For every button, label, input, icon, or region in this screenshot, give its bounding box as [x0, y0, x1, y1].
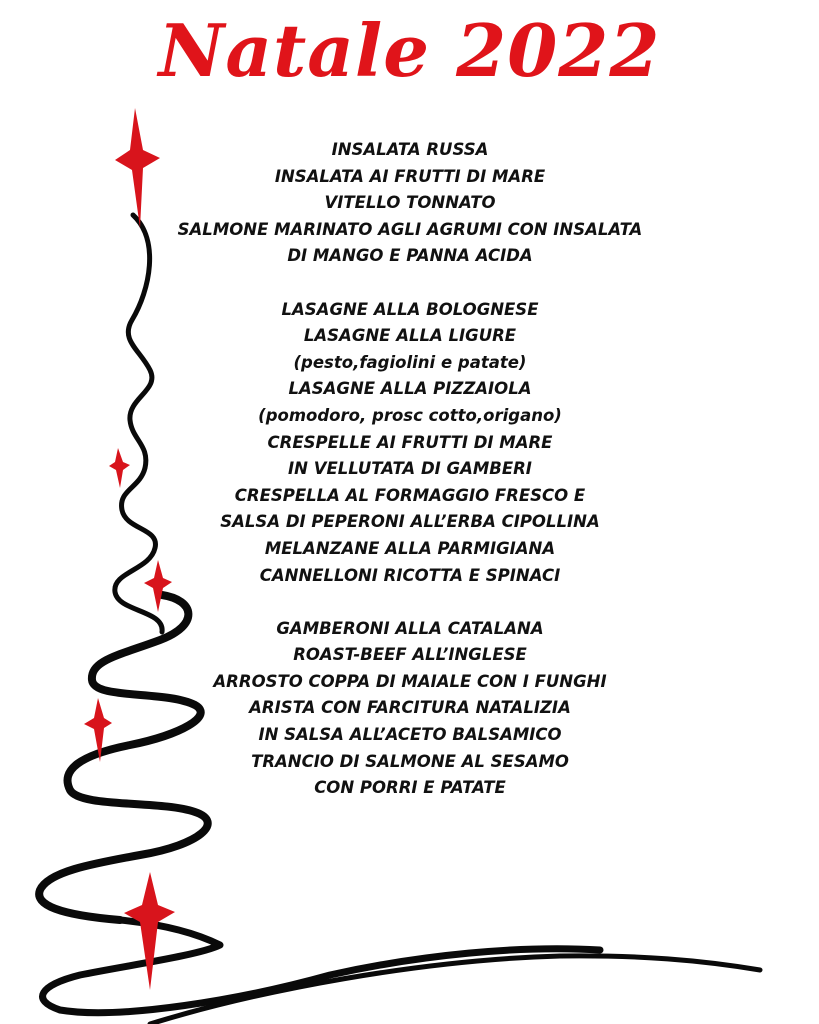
menu-item: LASAGNE ALLA PIZZAIOLA — [288, 379, 532, 399]
menu-item: ARISTA CON FARCITURA NATALIZIA — [249, 698, 571, 718]
menu-list — [150, 137, 670, 802]
menu-item: ROAST-BEEF ALL’INGLESE — [293, 645, 527, 665]
menu-item: SALSA DI PEPERONI ALL’ERBA CIPOLLINA — [220, 512, 600, 532]
menu-item: LASAGNE ALLA BOLOGNESE — [281, 299, 539, 319]
menu-item: GAMBERONI ALLA CATALANA — [276, 618, 544, 638]
menu-item: LASAGNE ALLA LIGURE — [303, 326, 517, 346]
menu-item: (pesto,fagiolini e patate) — [293, 352, 527, 372]
menu-section — [150, 137, 670, 270]
menu-item: TRANCIO DI SALMONE AL SESAMO — [251, 751, 569, 771]
menu-section — [150, 616, 670, 802]
menu-item: INSALATA RUSSA — [331, 140, 489, 159]
menu-item: DI MANGO E PANNA ACIDA — [287, 246, 533, 266]
menu-item: IN VELLUTATA DI GAMBERI — [288, 459, 532, 479]
tree-ribbon-base — [150, 956, 760, 1024]
menu-item: CRESPELLA AL FORMAGGIO FRESCO E — [234, 485, 586, 505]
menu-item: SALMONE MARINATO AGLI AGRUMI CON INSALATA — [177, 219, 643, 239]
star-icon-small-1 — [109, 448, 130, 488]
tree-ribbon-lower — [43, 920, 600, 1013]
menu-item: (pomodoro, prosc cotto,origano) — [258, 405, 562, 425]
menu-item: INSALATA AI FRUTTI DI MARE — [274, 166, 546, 186]
menu-item: CANNELLONI RICOTTA E SPINACI — [259, 565, 561, 585]
menu-item: CRESPELLE AI FRUTTI DI MARE — [267, 432, 553, 452]
page-title: Natale 2022 — [158, 8, 661, 93]
menu-item: MELANZANE ALLA PARMIGIANA — [264, 538, 556, 558]
star-icon-bottom — [124, 872, 175, 990]
menu-item: CON PORRI E PATATE — [314, 778, 506, 798]
menu-section — [150, 297, 670, 590]
menu-item: IN SALSA ALL’ACETO BALSAMICO — [258, 725, 562, 745]
menu-item: ARROSTO COPPA DI MAIALE CON I FUNGHI — [213, 671, 607, 691]
menu-item: VITELLO TONNATO — [324, 193, 496, 213]
